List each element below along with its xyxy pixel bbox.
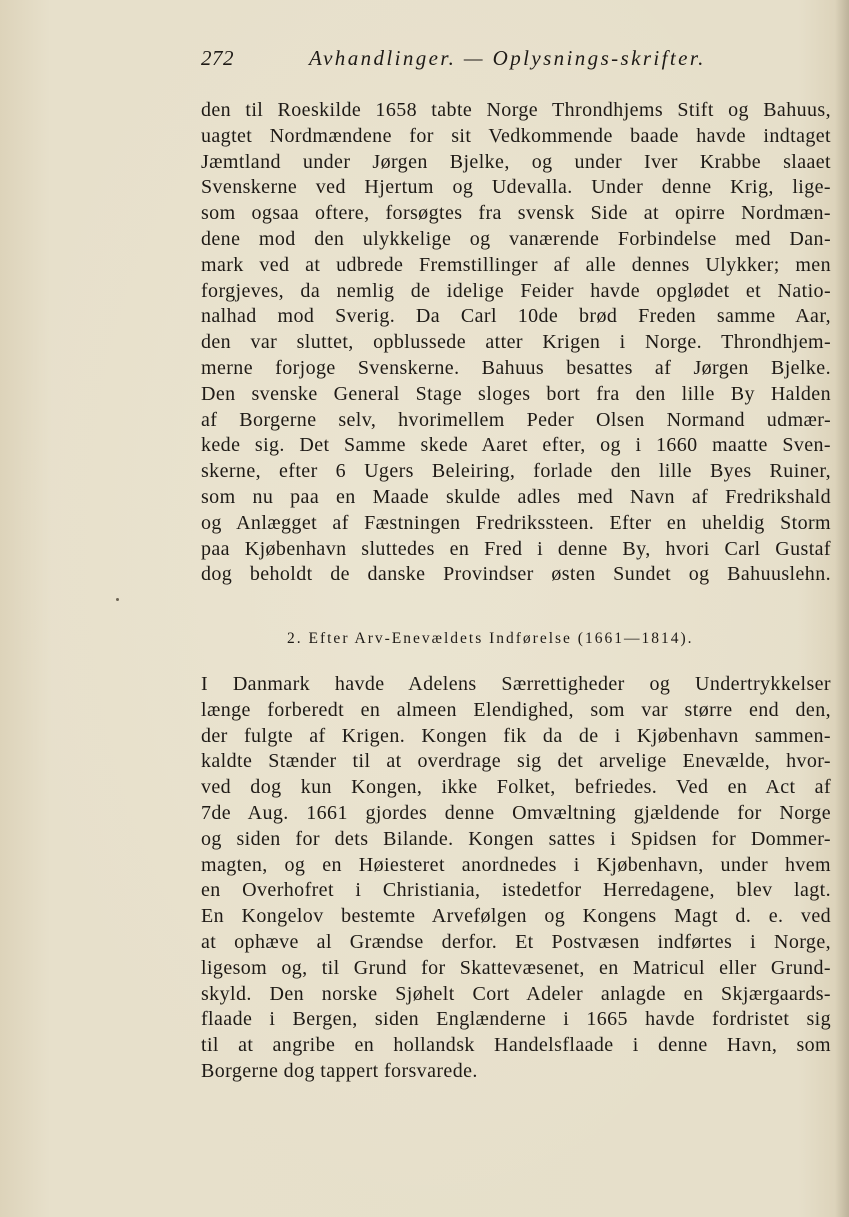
text-line: kaldte Stænder til at overdrage sig det arvelige Enevælde, hvor- [201, 750, 831, 773]
text-line: kede sig. Det Samme skede Aaret efter, og i 1660 maatte Sven- [201, 434, 831, 457]
text-line: længe forberedt en almeen Elendighed, som var større end den, [201, 698, 831, 721]
text-line: og Anlægget af Fæstningen Fredrikssteen. Efter en uheldig Storm [201, 511, 831, 534]
text-line: merne forjoge Svenskerne. Bahuus besattes af Jørgen Bjelke. [201, 356, 831, 379]
page-edge-shadow [835, 0, 849, 1217]
text-line: den til Roeskilde 1658 tabte Norge Throndhjems Stift og Bahuus, [201, 99, 831, 121]
text-line: paa Kjøbenhavn sluttedes en Fred i denne By, hvori Carl Gustaf [201, 537, 831, 560]
text-line: dog beholdt de danske Provindser østen Sundet og Bahuuslehn. [201, 563, 831, 586]
text-line: Den svenske General Stage sloges bort fra den lille By Halden [201, 382, 831, 405]
text-line: og siden for dets Bilande. Kongen sattes i Spidsen for Dommer- [201, 827, 831, 850]
text-line: der fulgte af Krigen. Kongen fik da de i Kjøbenhavn sammen- [201, 724, 831, 747]
margin-speck [116, 598, 119, 601]
paragraph-1 [201, 98, 831, 588]
text-line: magten, og en Høiesteret anordnedes i Kjøbenhavn, under hvem [201, 853, 831, 876]
text-line: skerne, efter 6 Ugers Beleiring, forlade den lille Byes Ruiner, [201, 460, 831, 483]
page-header [201, 46, 771, 80]
text-line: som ogsaa oftere, forsøgtes fra svensk Side at opirre Nordmæn- [201, 202, 831, 225]
text-line: Jæmtland under Jørgen Bjelke, og under Iver Krabbe slaaet [201, 150, 831, 173]
text-line: 7de Aug. 1661 gjordes denne Omvæltning gjældende for Norge [201, 801, 831, 824]
text-line: En Kongelov bestemte Arvefølgen og Kongens Magt d. e. ved [201, 905, 831, 928]
text-line: dene mod den ulykkelige og vanærende Forbindelse med Dan- [201, 227, 831, 250]
running-title: Avhandlinger. — Oplysnings-skrifter. [309, 46, 706, 70]
text-line: I Danmark havde Adelens Særrettigheder og Undertrykkelser [201, 673, 831, 695]
text-line: flaade i Bergen, siden Englænderne i 1665 havde fordristet sig [201, 1008, 831, 1031]
text-line: mark ved at udbrede Fremstillinger af alle dennes Ulykker; men [201, 253, 831, 276]
text-line: til at angribe en hollandsk Handelsflaade i denne Havn, som [201, 1034, 831, 1057]
paragraph-2 [201, 672, 831, 1085]
text-line: uagtet Nordmændene for sit Vedkommende baade havde indtaget [201, 124, 831, 147]
text-line: nalhad mod Sverig. Da Carl 10de brød Freden samme Aar, [201, 305, 831, 328]
text-line: af Borgerne selv, hvorimellem Peder Olsen Normand udmær- [201, 408, 831, 431]
text-line: Borgerne dog tappert forsvarede. [201, 1059, 478, 1082]
section-heading: 2. Efter Arv-Enevældets Indførelse (1661—1814). [287, 630, 694, 647]
text-line: Svenskerne ved Hjertum og Udevalla. Under denne Krig, lige- [201, 176, 831, 199]
text-line: som nu paa en Maade skulde adles med Navn af Fredrikshald [201, 485, 831, 508]
text-line: ligesom og, til Grund for Skattevæsenet, en Matricul eller Grund- [201, 956, 831, 979]
text-line: en Overhofret i Christiania, istedetfor Herredagene, blev lagt. [201, 879, 831, 902]
text-line: ved dog kun Kongen, ikke Folket, befriedes. Ved en Act af [201, 776, 831, 799]
text-line: den var sluttet, opblussede atter Krigen i Norge. Throndhjem- [201, 331, 831, 354]
text-line: forgjeves, da nemlig de idelige Feider havde opglødet et Natio- [201, 279, 831, 302]
page-number: 272 [201, 46, 234, 70]
text-line: skyld. Den norske Sjøhelt Cort Adeler anlagde en Skjærgaards- [201, 982, 831, 1005]
text-line: at ophæve al Grændse derfor. Et Postvæsen indførtes i Norge, [201, 930, 831, 953]
